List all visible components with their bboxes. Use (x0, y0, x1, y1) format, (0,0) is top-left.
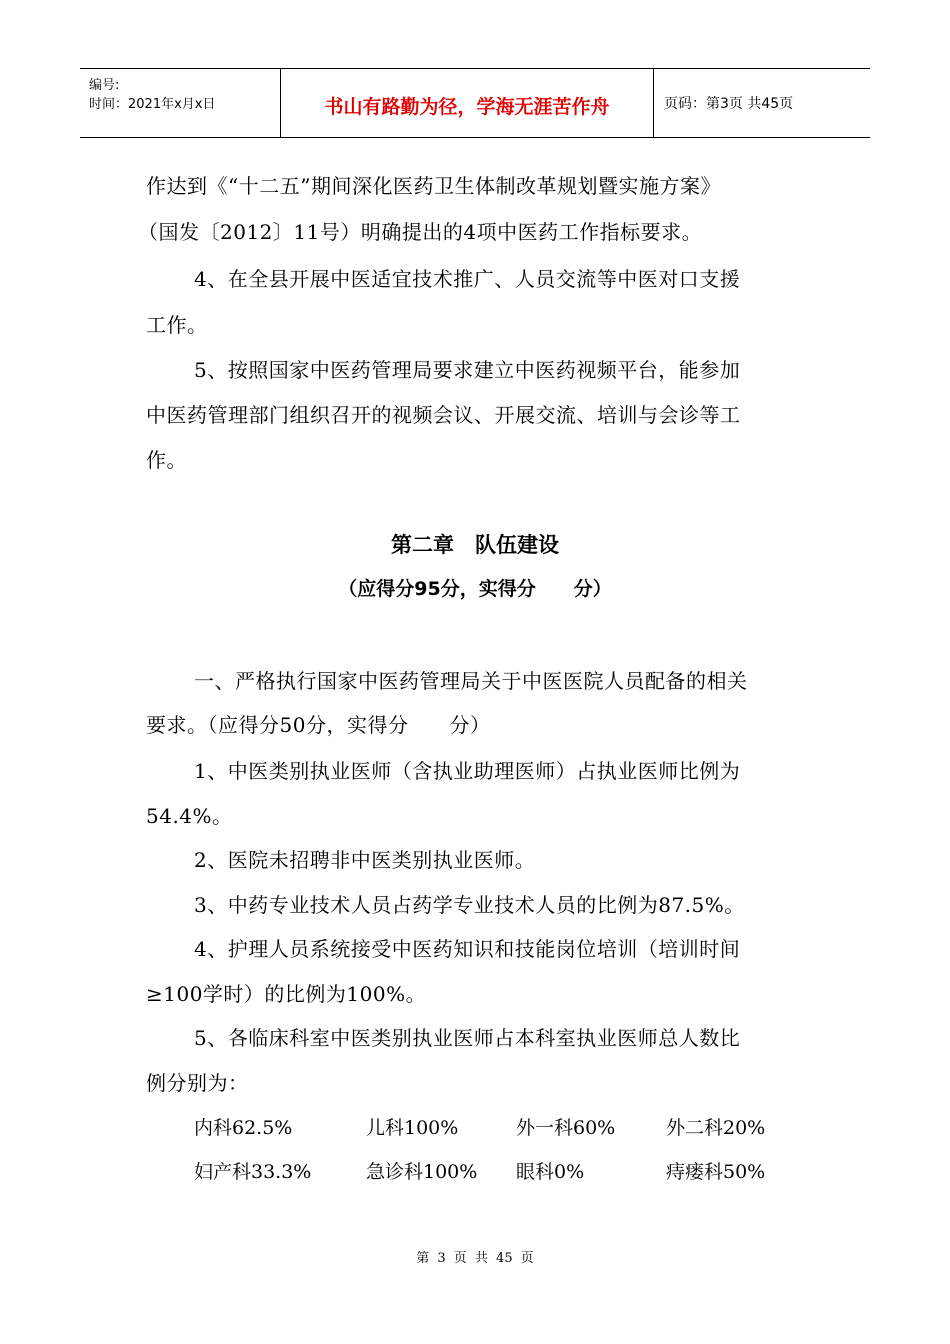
list-item: 4、护理人员系统接受中医药知识和技能岗位培训（培训时间 (194, 937, 741, 961)
ratio-cell: 外二科20% (666, 1117, 766, 1139)
paragraph-line: （国发〔2012〕11号）明确提出的4项中医药工作指标要求。 (138, 220, 703, 244)
paragraph-line: 作。 (146, 448, 187, 472)
header-motto: 书山有路勤为径，学海无涯苦作舟 (281, 69, 654, 137)
paragraph-line: 作达到《“十二五”期间深化医药卫生体制改革规划暨实施方案》 (146, 174, 721, 198)
section-line: 一、严格执行国家中医药管理局关于中医医院人员配备的相关 (194, 669, 748, 693)
list-item: 例分别为： (146, 1071, 249, 1095)
ratio-cell: 急诊科100% (366, 1161, 478, 1183)
list-item: ≥100学时）的比例为100%。 (146, 982, 427, 1006)
page-footer: 第 3 页 共 45 页 (416, 1251, 534, 1266)
ratio-cell: 眼科0% (516, 1161, 585, 1183)
ratio-cell: 痔瘘科50% (666, 1161, 766, 1183)
chapter-title: 第二章 队伍建设 (391, 533, 559, 557)
chapter-score: （应得分95分，实得分 分） (338, 578, 612, 600)
list-item: 54.4%。 (146, 804, 233, 828)
header-meta (80, 69, 281, 137)
page-header (80, 68, 870, 138)
ratio-cell: 外一科60% (516, 1117, 616, 1139)
header-page-label: 页码：第3页 共45页 (664, 96, 794, 112)
time-label: 时间：2021年x月x日 (89, 97, 216, 112)
ratio-cell: 内科62.5% (194, 1117, 293, 1139)
paragraph-line: 5、按照国家中医药管理局要求建立中医药视频平台，能参加 (194, 358, 741, 382)
number-label: 编号: (89, 78, 120, 93)
paragraph-line: 中医药管理部门组织召开的视频会议、开展交流、培训与会诊等工 (146, 403, 741, 427)
list-item: 3、中药专业技术人员占药学专业技术人员的比例为87.5%。 (194, 893, 745, 917)
list-item: 2、医院未招聘非中医类别执业医师。 (194, 848, 536, 872)
paragraph-line: 工作。 (146, 313, 208, 337)
ratio-cell: 妇产科33.3% (194, 1161, 312, 1183)
section-line: 要求。（应得分50分，实得分 分） (146, 713, 491, 737)
list-item: 5、各临床科室中医类别执业医师占本科室执业医师总人数比 (194, 1026, 741, 1050)
list-item: 1、中医类别执业医师（含执业助理医师）占执业医师比例为 (194, 759, 741, 783)
paragraph-line: 4、在全县开展中医适宜技术推广、人员交流等中医对口支援 (194, 267, 741, 291)
ratio-cell: 儿科100% (366, 1117, 459, 1139)
